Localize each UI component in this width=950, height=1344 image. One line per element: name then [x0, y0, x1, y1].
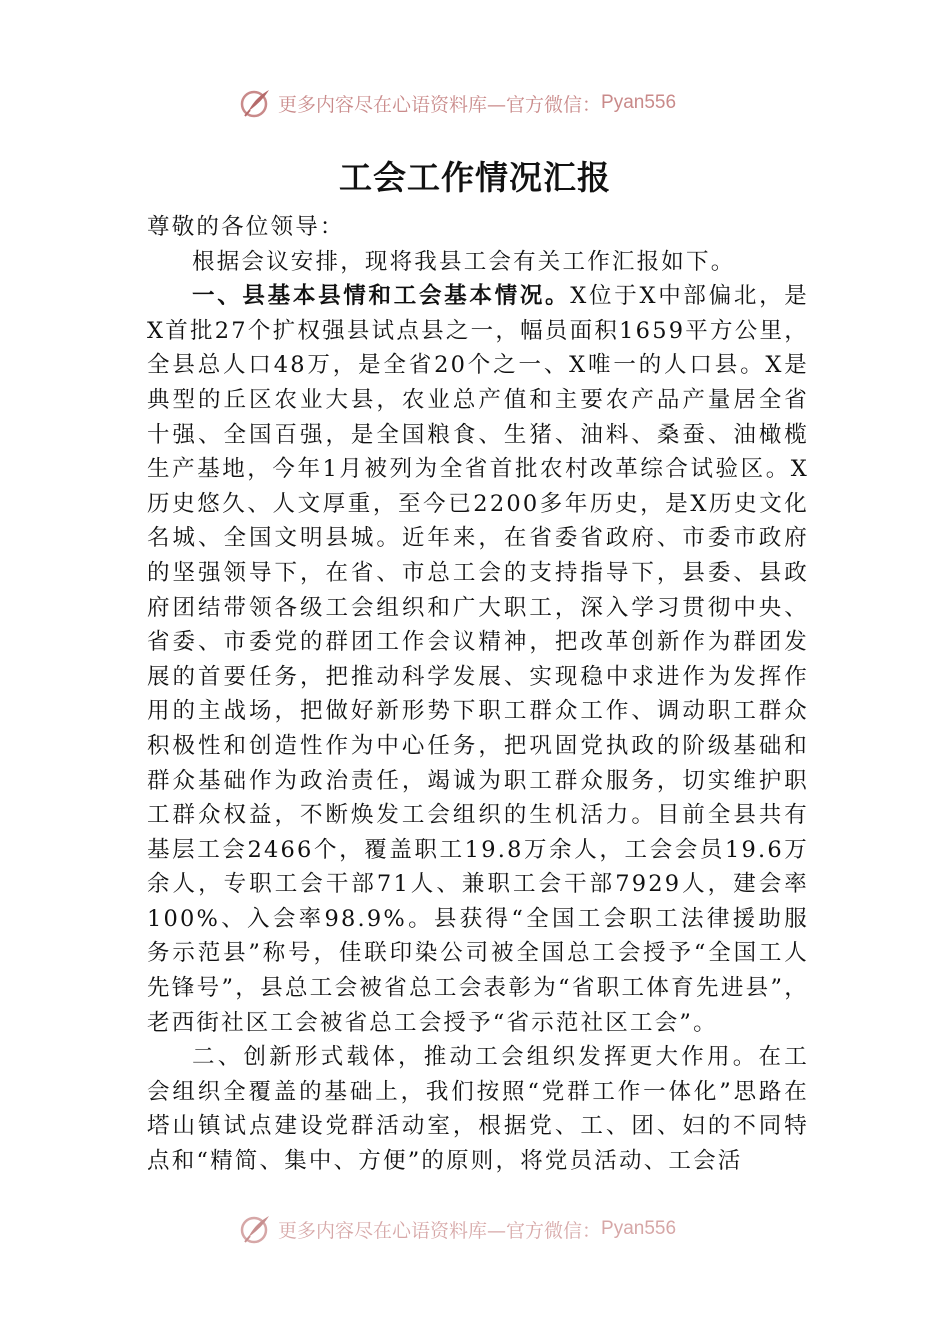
watermark-wechat-id: Pyan556 [601, 1218, 677, 1239]
watermark-text: 更多内容尽在心语资料库—官方微信： [278, 1219, 602, 1242]
watermark-footer [238, 1212, 676, 1246]
salutation: 尊敬的各位领导： [147, 214, 345, 240]
watermark-wechat-id: Pyan556 [601, 92, 677, 113]
quill-circle-logo-icon [238, 1212, 272, 1246]
intro-paragraph: 根据会议安排，现将我县工会有关工作汇报如下。 [192, 248, 736, 275]
section-1-body: X位于X中部偏北，是X首批27个扩权强县试点县之一，幅员面积1659平方公里，全县总人口48万，是全省20个之一、X唯一的人口县。X是典型的丘区农业大县，农业总产值和主要农产品产量居全省十强、全国百强，是全国粮食、生猪、油料、桑蚕、油橄榄生产基地，今年1月被列为全省首批农村改革综合试验区。X历史悠久、人文厚重，至今已2200多年历史，是X历史文化名城、全国文明县城。近年来，在省委省政府、市委市政府的坚强领导下，在省、市总工会的支持指导下，县委、县政府团结带领各级工会组织和广大职工，深入学习贯彻中央、省委、市委党的群团工作会议精神，把改革创新作为群团发展的首要任务，把推动科学发展、实现稳中求进作为发挥作用的主战场，把做好新形势下职工群众工作、调动职工群众积极性和创造性作为中心任务，把巩固党执政的阶级基础和群众基础作为政治责任，竭诚为职工群众服务，切实维护职工群众权益，不断焕发工会组织的生机活力。目前全县共有基层工会2466个，覆盖职工19.8万余人，工会会员19.6万余人，专职工会干部71人、兼职工会干部7929人，建会率100%、入会率98.9%。县获得“全国工会职工法律援助服务示范县”称号，佳联印染公司被全国总工会授予“全国工人先锋号”，县总工会被省总工会表彰为“省职工体育先进县”，老西街社区工会被省总工会授予“省示范社区工会”。 [147, 283, 809, 1036]
section-1-heading: 一、县基本县情和工会基本情况。 [192, 283, 571, 310]
section-2-paragraph: 二、创新形式载体，推动工会组织发挥更大作用。在工会组织全覆盖的基础上，我们按照“党群工作一体化”思路在塔山镇试点建设党群活动室，根据党、工、团、妇的不同特点和“精简、集中、方便”的原则，将党员活动、工会活 [147, 1044, 809, 1175]
section-1-paragraph [147, 279, 809, 1040]
document-title: 工会工作情况汇报 [339, 158, 611, 197]
watermark-header [238, 86, 676, 120]
quill-circle-logo-icon [238, 86, 272, 120]
document-body [147, 210, 809, 1179]
watermark-text: 更多内容尽在心语资料库—官方微信： [278, 93, 602, 116]
